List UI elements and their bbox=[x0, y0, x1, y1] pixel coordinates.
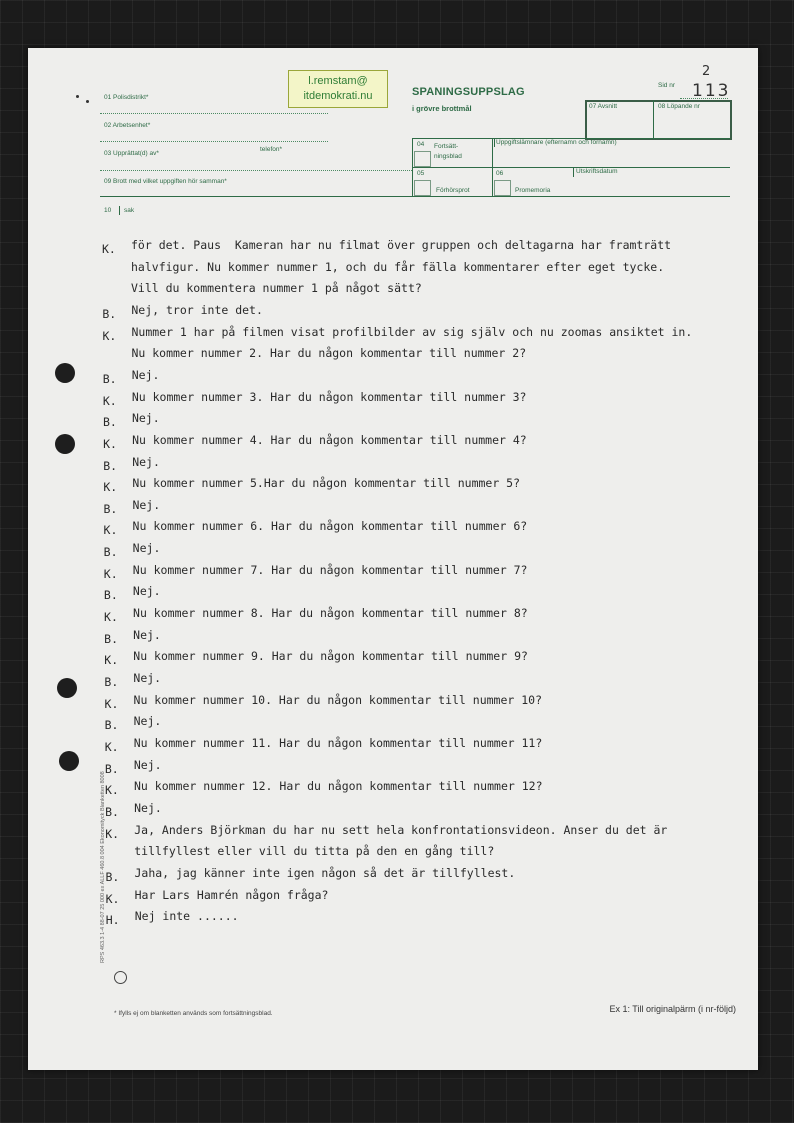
field-line bbox=[100, 170, 412, 171]
transcript-line: Nu kommer nummer 6. Har du någon kommentar till nummer 6? bbox=[132, 519, 528, 534]
form-vline bbox=[573, 167, 574, 177]
footer-note: * Ifylls ej om blanketten används som fortsättningsblad. bbox=[114, 1010, 273, 1017]
speaker-label: B. bbox=[104, 761, 119, 776]
speaker-label: K. bbox=[104, 739, 119, 754]
form-vline bbox=[492, 138, 493, 196]
field-06-label: 06 bbox=[496, 170, 504, 177]
transcript-line: Nu kommer nummer 12. Har du någon kommentar till nummer 12? bbox=[134, 779, 543, 794]
speaker-label: B. bbox=[103, 501, 118, 516]
page-number: 2 bbox=[702, 64, 711, 79]
field-05-text: Förhörsprot bbox=[436, 187, 470, 194]
field-line bbox=[100, 141, 328, 142]
transcript-line: Nej. bbox=[131, 411, 160, 426]
sid-label: Sid nr bbox=[658, 82, 675, 89]
speaker-label: B. bbox=[102, 306, 117, 321]
ring-mark bbox=[114, 971, 127, 984]
field-uppgift-label: Uppgiftslämnare (efternamn och förnamn) bbox=[496, 139, 617, 146]
field-04-text: Fortsätt- bbox=[434, 143, 459, 150]
punch-hole bbox=[57, 678, 77, 698]
field-polisdistrikt-label: 01 Polisdistrikt* bbox=[104, 94, 149, 101]
transcript-line: Nu kommer nummer 3. Har du någon kommentar till nummer 3? bbox=[131, 389, 527, 404]
footer-copy-note: Ex 1: Till originalpärm (i nr-följd) bbox=[609, 1004, 736, 1014]
field-uppratta-label: 03 Upprättat(d) av* bbox=[104, 150, 159, 157]
transcript-line: Nu kommer nummer 9. Har du någon kommentar till nummer 9? bbox=[133, 649, 528, 664]
field-lopande-label: 08 Löpande nr bbox=[658, 103, 700, 110]
form-subtitle: i grövre brottmål bbox=[412, 104, 472, 113]
speaker-label: B. bbox=[103, 458, 118, 473]
speaker-label: K. bbox=[103, 523, 118, 538]
speaker-label: K. bbox=[103, 436, 117, 451]
transcript-line: Nej inte ...... bbox=[134, 909, 239, 924]
speaker-label: K. bbox=[104, 653, 119, 668]
field-04-text: ningsblad bbox=[434, 153, 462, 160]
transcript-line: Vill du kommentera nummer 1 på något sätt? bbox=[131, 281, 422, 296]
speaker-label: K. bbox=[103, 566, 118, 581]
transcript-line: tillfyllest eller vill du titta på den en gång till? bbox=[134, 844, 495, 859]
punch-hole bbox=[55, 363, 75, 383]
transcript-line: Nej, tror inte det. bbox=[131, 302, 263, 317]
document-page bbox=[28, 48, 758, 1070]
speaker-label: B. bbox=[102, 415, 117, 430]
speaker-label: K. bbox=[105, 891, 120, 906]
box-divider bbox=[653, 100, 654, 138]
transcript-line: Nej. bbox=[131, 367, 160, 382]
field-avsnitt-label: 07 Avsnitt bbox=[589, 103, 618, 110]
field-06-text: Promemoria bbox=[515, 187, 551, 194]
punch-hole bbox=[59, 751, 79, 771]
speaker-label: B. bbox=[104, 631, 119, 646]
form-vline bbox=[412, 138, 413, 196]
print-code-vertical: RPS 463.3 1-4 88-07 25 000 ex ALLF 460.8 004 Ekonomityck Blanketten 8008 bbox=[100, 771, 106, 963]
field-line bbox=[100, 113, 328, 114]
speaker-label: K. bbox=[104, 610, 118, 625]
speaker-label: K. bbox=[102, 328, 117, 343]
speaker-label: B. bbox=[104, 718, 119, 733]
transcript-line: halvfigur. Nu kommer nummer 1, och du får fälla kommentarer efter eget tycke. bbox=[131, 259, 665, 274]
transcript-line: Nej. bbox=[133, 671, 162, 685]
transcript-line: Nu kommer nummer 11. Har du någon kommentar till nummer 11? bbox=[133, 735, 543, 750]
checkbox-promemoria[interactable] bbox=[494, 180, 511, 196]
transcript-line: för det. Paus Kameran har nu filmat över gruppen och deltagarna har framträtt bbox=[131, 238, 672, 252]
field-rule bbox=[100, 196, 730, 197]
transcript-line: Nej. bbox=[132, 497, 161, 512]
speaker-label: K. bbox=[104, 696, 119, 711]
transcript-line: Nu kommer nummer 2. Har du någon kommentar till nummer 2? bbox=[131, 346, 527, 361]
field-arbetsenhet-label: 02 Arbetsenhet* bbox=[104, 122, 151, 129]
speaker-label: H. bbox=[105, 913, 120, 928]
form-rule bbox=[412, 167, 730, 168]
field-brott-label: 09 Brott med vilket uppgiften hör samman* bbox=[104, 178, 227, 185]
speaker-label: K. bbox=[105, 826, 120, 841]
sid-line bbox=[680, 98, 728, 99]
field-04-label: 04 bbox=[417, 141, 425, 148]
transcript-line: Nej. bbox=[133, 627, 161, 642]
speaker-label: B. bbox=[103, 545, 118, 560]
field-utskrift-label: Utskriftsdatum bbox=[576, 168, 618, 175]
field-10-label: 10 bbox=[104, 207, 112, 214]
transcript-line: Nej. bbox=[132, 454, 160, 469]
stamp-line: l.remstam@ bbox=[308, 75, 368, 87]
transcript-line: Nu kommer nummer 7. Har du någon kommentar till nummer 7? bbox=[132, 562, 528, 577]
field-05-label: 05 bbox=[417, 170, 425, 177]
field-10-tick bbox=[119, 206, 120, 215]
field-telefon-label: telefon* bbox=[260, 146, 283, 153]
speaker-label: B. bbox=[104, 675, 119, 689]
transcript-line: Nu kommer nummer 8. Har du någon kommentar till nummer 8? bbox=[133, 606, 528, 621]
transcript-line: Nu kommer nummer 10. Har du någon kommentar till nummer 10? bbox=[133, 692, 543, 707]
punch-hole bbox=[55, 434, 75, 454]
transcript-line: Nu kommer nummer 5.Har du någon kommentar till nummer 5? bbox=[132, 476, 521, 491]
checkbox-forhor[interactable] bbox=[414, 180, 431, 196]
transcript-line: Jaha, jag känner inte igen någon så det är tillfyllest. bbox=[134, 865, 516, 880]
transcript-line: Nej. bbox=[133, 757, 162, 772]
stamp-line: itdemokrati.nu bbox=[303, 90, 373, 102]
form-vline bbox=[494, 139, 495, 147]
speaker-label: K. bbox=[102, 242, 116, 256]
speaker-label: B. bbox=[103, 588, 118, 603]
speaker-label: B. bbox=[105, 804, 119, 819]
form-title: SPANINGSUPPSLAG bbox=[412, 86, 525, 98]
margin-dot bbox=[86, 100, 89, 103]
transcript-line: Nej. bbox=[132, 541, 161, 556]
transcript-line: Nej. bbox=[134, 800, 162, 815]
speaker-label: B. bbox=[105, 869, 120, 884]
email-stamp bbox=[288, 70, 388, 108]
speaker-label: K. bbox=[102, 393, 117, 408]
margin-dot bbox=[76, 95, 79, 98]
checkbox-fortsatt[interactable] bbox=[414, 151, 431, 167]
transcript-line: Ja, Anders Björkman du har nu sett hela konfrontationsvideon. Anser du det är bbox=[134, 822, 668, 837]
speaker-label: K. bbox=[105, 783, 119, 798]
sid-number: 113 bbox=[692, 81, 731, 101]
transcript-line: Nummer 1 har på filmen visat profilbilder av sig själv och nu zoomas ansiktet in. bbox=[131, 324, 693, 339]
transcript-line: Nej. bbox=[133, 714, 162, 729]
transcript-line: Nu kommer nummer 4. Har du någon kommentar till nummer 4? bbox=[132, 432, 527, 447]
speaker-label: B. bbox=[102, 371, 117, 386]
transcript-line: Har Lars Hamrén någon fråga? bbox=[134, 887, 329, 902]
speaker-label: K. bbox=[103, 480, 118, 495]
field-sak-label: sak bbox=[124, 207, 135, 214]
transcript-line: Nej. bbox=[132, 584, 161, 599]
